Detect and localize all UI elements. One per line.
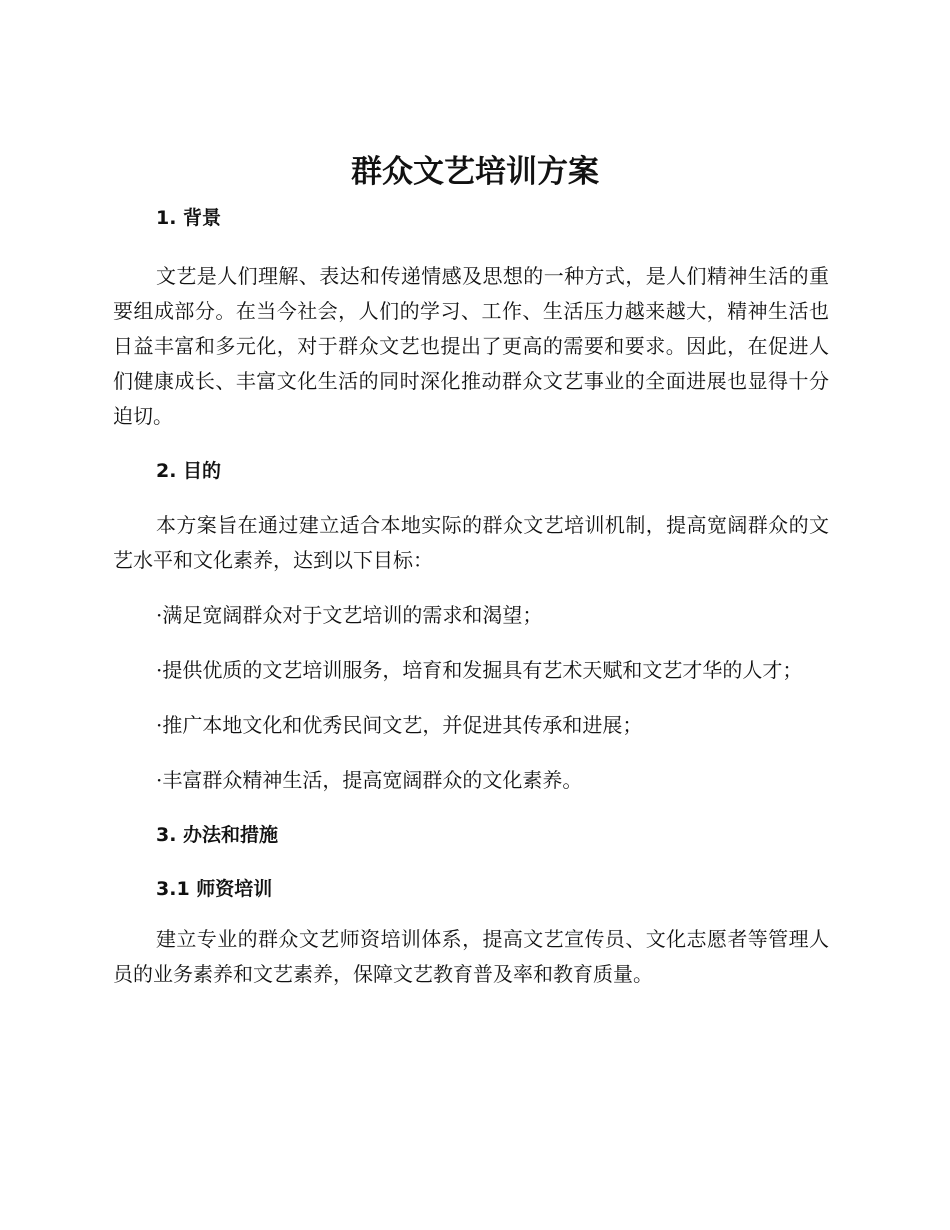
subsection-heading-teacher-training: 3.1 师资培训 <box>156 878 273 900</box>
document-body <box>113 200 829 992</box>
section-heading-background: 1. 背景 <box>156 207 222 229</box>
bullet-text: 推广本地文化和优秀民间文艺，并促进其传承和进展； <box>162 713 643 737</box>
purpose-paragraph: 本方案旨在通过建立适合本地实际的群众文艺培训机制，提高宽阔群众的文艺水平和文化素养，达到以下目标： <box>113 513 829 572</box>
teacher-training-paragraph: 建立专业的群众文艺师资培训体系，提高文艺宣传员、文化志愿者等管理人员的业务素养和文艺素养，保障文艺教育普及率和教育质量。 <box>113 927 829 986</box>
bullet-marker: · <box>156 713 163 737</box>
bullet-marker: · <box>156 603 163 627</box>
purpose-bullet-3 <box>113 708 829 743</box>
purpose-bullet-1 <box>113 598 829 633</box>
bullet-marker: · <box>156 658 163 682</box>
bullet-text: 丰富群众精神生活，提高宽阔群众的文化素养。 <box>162 768 583 792</box>
bullet-marker: · <box>156 768 163 792</box>
bullet-text: 满足宽阔群众对于文艺培训的需求和渴望； <box>162 603 543 627</box>
document-title: 群众文艺培训方案 <box>351 154 599 190</box>
purpose-bullet-2 <box>113 653 829 688</box>
section-heading-methods: 3. 办法和措施 <box>156 824 279 846</box>
section-heading-purpose: 2. 目的 <box>156 460 222 482</box>
bullet-text: 提供优质的文艺培训服务，培育和发掘具有艺术天赋和文艺才华的人才； <box>162 658 803 682</box>
background-paragraph: 文艺是人们理解、表达和传递情感及思想的一种方式，是人们精神生活的重要组成部分。在当今社会，人们的学习、工作、生活压力越来越大，精神生活也日益丰富和多元化，对于群众文艺也提出了更高的需要和要求。因此，在促进人们健康成长、丰富文化生活的同时深化推动群众文艺事业的全面进展也显得十分迫切。 <box>113 264 829 428</box>
purpose-bullet-4 <box>113 763 829 798</box>
